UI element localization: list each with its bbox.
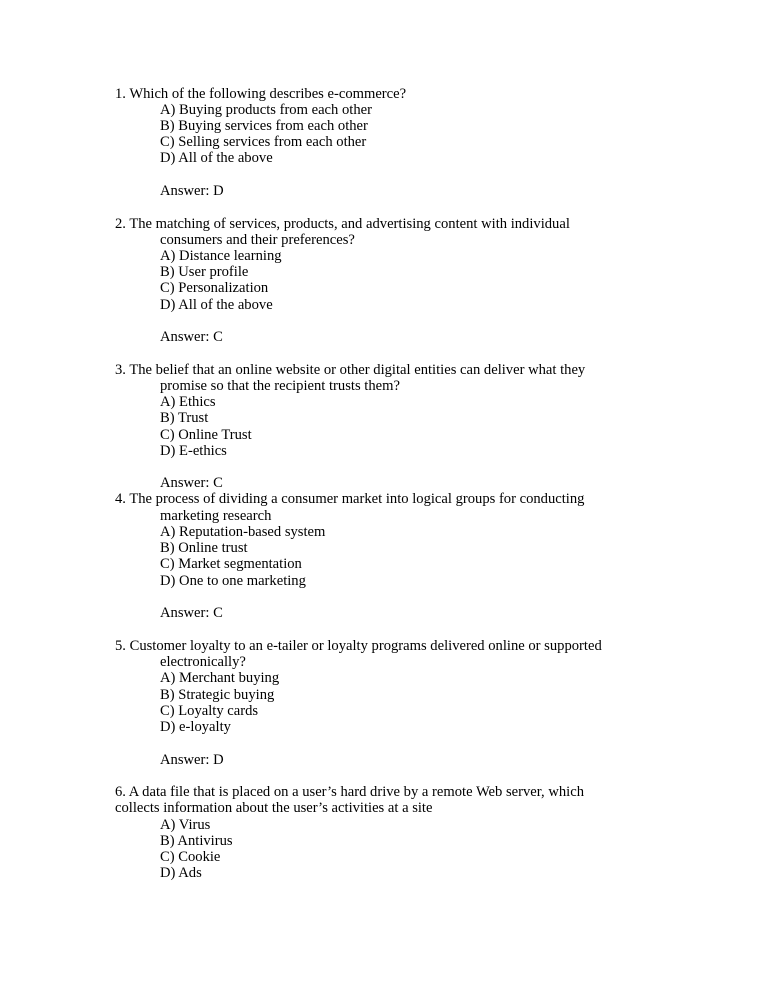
question-4-answer: Answer: C	[160, 605, 223, 621]
question-2-option-b: B) User profile	[160, 264, 249, 280]
question-3-stem-line-1: 3. The belief that an online website or other digital entities can deliver what they	[115, 362, 586, 378]
question-5-option-a: A) Merchant buying	[160, 670, 280, 686]
question-1-stem-line-1: 1. Which of the following describes e-commerce?	[115, 86, 407, 102]
question-6-option-c: C) Cookie	[160, 849, 221, 865]
question-1-option-c: C) Selling services from each other	[160, 134, 367, 150]
question-6-stem-line-1: 6. A data file that is placed on a user’s hard drive by a remote Web server, which	[115, 784, 585, 800]
question-4-option-b: B) Online trust	[160, 540, 248, 556]
question-2-stem-line-2: consumers and their preferences?	[160, 232, 355, 248]
question-1-option-a: A) Buying products from each other	[160, 102, 372, 118]
question-5-option-c: C) Loyalty cards	[160, 703, 259, 719]
question-6-stem-line-2: collects information about the user’s activities at a site	[115, 800, 433, 816]
question-5-option-b: B) Strategic buying	[160, 687, 275, 703]
question-4-stem-line-2: marketing research	[160, 508, 272, 524]
question-4-option-c: C) Market segmentation	[160, 556, 302, 572]
question-1-answer: Answer: D	[160, 183, 224, 199]
question-5-stem-line-1: 5. Customer loyalty to an e-tailer or loyalty programs delivered online or supported	[115, 638, 602, 654]
question-3-stem-line-2: promise so that the recipient trusts them?	[160, 378, 400, 394]
question-4-stem-line-1: 4. The process of dividing a consumer market into logical groups for conducting	[115, 491, 585, 507]
question-6-option-d: D) Ads	[160, 865, 202, 881]
question-2-option-d: D) All of the above	[160, 297, 273, 313]
question-4-option-d: D) One to one marketing	[160, 573, 306, 589]
question-2-option-a: A) Distance learning	[160, 248, 282, 264]
question-3-option-d: D) E-ethics	[160, 443, 227, 459]
question-2-option-c: C) Personalization	[160, 280, 269, 296]
question-3-answer: Answer: C	[160, 475, 223, 491]
question-2-answer: Answer: C	[160, 329, 223, 345]
question-5-option-d: D) e-loyalty	[160, 719, 231, 735]
question-5-answer: Answer: D	[160, 752, 224, 768]
question-1-option-d: D) All of the above	[160, 150, 273, 166]
question-3-option-c: C) Online Trust	[160, 427, 252, 443]
question-1-option-b: B) Buying services from each other	[160, 118, 368, 134]
question-5-stem-line-2: electronically?	[160, 654, 246, 670]
question-4-option-a: A) Reputation-based system	[160, 524, 326, 540]
question-6-option-a: A) Virus	[160, 817, 211, 833]
question-3-option-a: A) Ethics	[160, 394, 216, 410]
question-2-stem-line-1: 2. The matching of services, products, and advertising content with individual	[115, 216, 570, 232]
question-6-option-b: B) Antivirus	[160, 833, 233, 849]
question-3-option-b: B) Trust	[160, 410, 209, 426]
